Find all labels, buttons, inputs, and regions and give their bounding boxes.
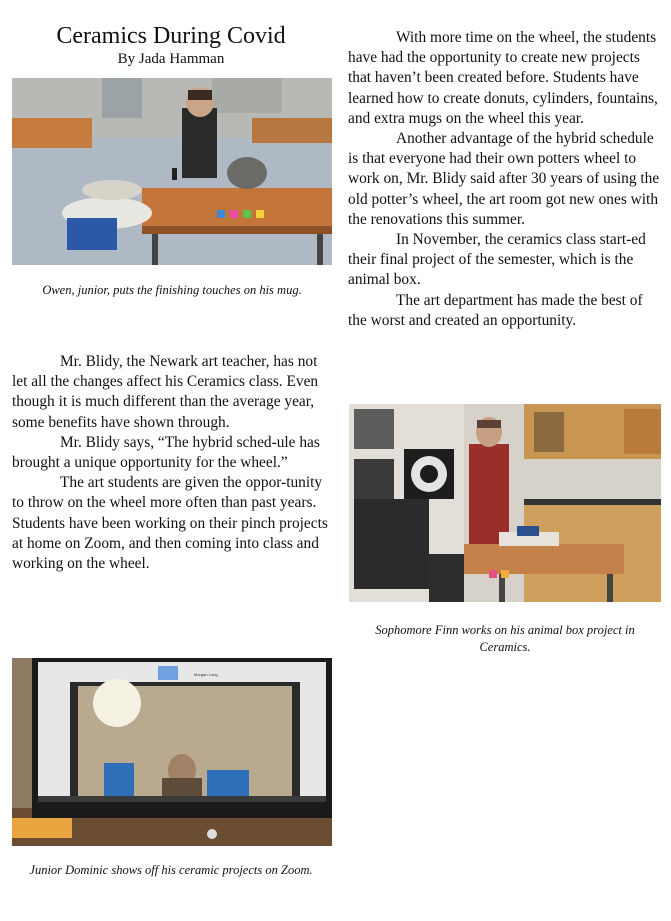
photo-owen-mug bbox=[12, 78, 332, 265]
paragraph: The art students are given the oppor-tunity to throw on the wheel more often than past years. Students have been working on their pinch projects at home on Zoom, and then coming into class and working on the wheel. bbox=[12, 474, 328, 573]
paragraph: With more time on the wheel, the students have had the opportunity to create new projects that haven’t been created before. Students have learned how to create donuts, cylinders, fountains, and extra mugs on the wheel this year. bbox=[348, 29, 658, 127]
photo-owen-caption: Owen, junior, puts the finishing touches on his mug. bbox=[42, 283, 302, 297]
article-title: Ceramics During Covid bbox=[56, 23, 286, 49]
left-column bbox=[12, 352, 332, 574]
zoom-name-label: Morgan Long bbox=[194, 672, 218, 677]
paragraph: Mr. Blidy says, “The hybrid sched-ule has brought a unique opportunity for the wheel.” bbox=[12, 433, 320, 472]
paragraph: The art department has made the best of the worst and created an opportunity. bbox=[348, 291, 643, 329]
photo-finn-caption: Sophomore Finn works on his animal box project in Ceramics. bbox=[375, 623, 635, 654]
photo-dominic-zoom bbox=[12, 658, 332, 846]
photo-dominic-caption: Junior Dominic shows off his ceramic projects on Zoom. bbox=[29, 863, 313, 877]
paragraph: In November, the ceramics class start-ed their final project of the semester, which is the animal box. bbox=[348, 231, 646, 289]
right-column bbox=[348, 28, 660, 331]
article-byline: By Jada Hamman bbox=[117, 51, 225, 67]
paragraph: Mr. Blidy, the Newark art teacher, has not let all the changes affect his Ceramics class. Even though it is much different than the average year, some benefits have shown through. bbox=[12, 353, 319, 431]
photo-finn-animal-box bbox=[349, 404, 661, 602]
paragraph: Another advantage of the hybrid schedule is that everyone had their own potters wheel to work on, Mr. Blidy said after 30 years of using the old potter’s wheel, the art room got new ones with the renovations this summer. bbox=[348, 130, 660, 228]
